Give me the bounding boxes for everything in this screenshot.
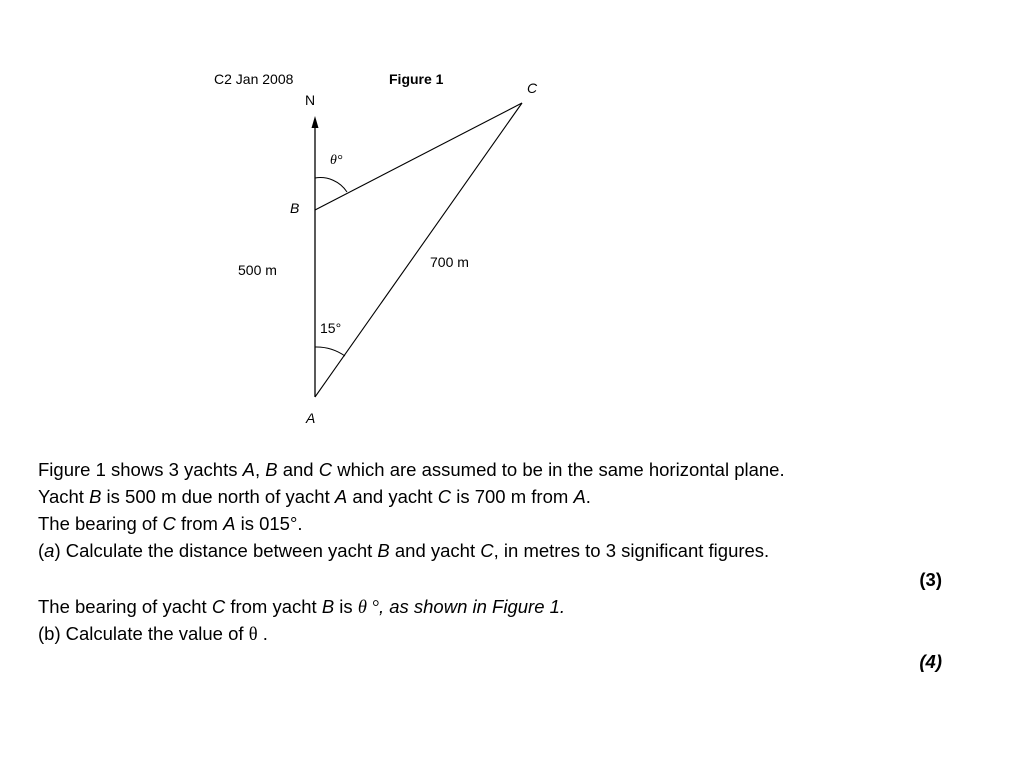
ac-length-label: 700 m <box>430 254 469 270</box>
theta-arc <box>315 178 347 192</box>
question-line-5: The bearing of yacht C from yacht B is θ °, as shown in Figure 1. <box>38 596 566 618</box>
question-line-1: Figure 1 shows 3 yachts A, B and C which are assumed to be in the same horizontal plane. <box>38 459 785 480</box>
question-part-b: (b) Calculate the value of θ . <box>38 623 268 645</box>
mark-part-b: (4) <box>919 651 942 672</box>
angle-a-label: 15° <box>320 320 342 336</box>
point-a-label: A <box>306 410 316 426</box>
theta-angle-label: θ° <box>330 153 343 168</box>
mark-part-a: (3) <box>919 569 942 590</box>
question-line-3: The bearing of C from A is 015°. <box>38 513 303 534</box>
side-ac <box>315 103 522 397</box>
point-b-label: B <box>290 200 300 216</box>
ab-length-label: 500 m <box>238 262 277 278</box>
north-arrow-head <box>312 116 319 128</box>
figure-title: Figure 1 <box>389 71 444 87</box>
point-c-label: C <box>527 80 538 96</box>
source-label: C2 Jan 2008 <box>214 71 294 87</box>
side-bc <box>315 103 522 210</box>
question-line-2: Yacht B is 500 m due north of yacht A and yacht C is 700 m from A. <box>38 486 591 507</box>
question-part-a: (a) Calculate the distance between yacht B and yacht C, in metres to 3 significant figures. <box>38 540 770 561</box>
north-label: N <box>305 92 316 108</box>
angle-a-arc <box>315 347 345 356</box>
